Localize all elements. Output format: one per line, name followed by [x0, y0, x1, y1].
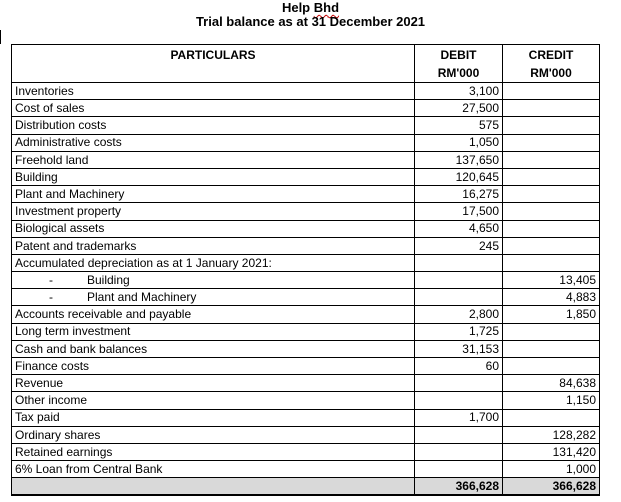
row-particular [12, 203, 415, 220]
row-credit [503, 168, 600, 185]
row-credit [503, 83, 600, 100]
row-particular [12, 409, 415, 426]
row-particular [12, 186, 415, 203]
row-credit [503, 237, 600, 254]
row-credit [503, 409, 600, 426]
row-credit [503, 186, 600, 203]
row-label: Retained earnings [15, 444, 113, 459]
row-credit: 13,405 [503, 272, 600, 289]
row-label: Tax paid [15, 410, 60, 425]
row-debit: 1,725 [415, 323, 503, 340]
table-row [12, 272, 600, 289]
row-debit: 1,050 [415, 134, 503, 151]
header-credit [503, 45, 600, 83]
row-credit [503, 117, 600, 134]
row-label: Investment property [15, 204, 122, 219]
row-debit [415, 461, 503, 478]
row-debit: 60 [415, 358, 503, 375]
table-row [12, 254, 600, 271]
table-row [12, 117, 600, 134]
table-row [12, 426, 600, 443]
row-debit [415, 443, 503, 460]
row-particular [12, 254, 415, 271]
row-particular [12, 117, 415, 134]
table-row [12, 323, 600, 340]
row-label: Inventories [15, 83, 74, 98]
row-credit [503, 220, 600, 237]
row-dash: - [49, 290, 53, 305]
row-label: Distribution costs [15, 118, 107, 133]
row-credit: 1,850 [503, 306, 600, 323]
table-row [12, 306, 600, 323]
table-row [12, 392, 600, 409]
row-label: 6% Loan from Central Bank [15, 461, 163, 476]
header-debit-label: DEBIT [440, 48, 477, 62]
totals-row [12, 478, 600, 495]
table-row [12, 134, 600, 151]
row-dash: - [49, 272, 53, 287]
table-row [12, 151, 600, 168]
row-label: Cost of sales [15, 101, 85, 116]
company-name-part1: Help [281, 0, 314, 15]
row-particular [12, 168, 415, 185]
header-debit [415, 45, 503, 83]
table-row [12, 375, 600, 392]
trial-balance-table [11, 44, 600, 496]
row-label: Building [15, 169, 58, 184]
row-credit [503, 134, 600, 151]
row-label: Other income [15, 393, 88, 408]
table-row [12, 443, 600, 460]
row-particular [12, 83, 415, 100]
total-credit: 366,628 [503, 478, 600, 495]
row-particular [12, 151, 415, 168]
table-row [12, 220, 600, 237]
row-label: Accumulated depreciation as at 1 January 2021: [15, 255, 272, 270]
row-label: Administrative costs [15, 135, 122, 150]
table-row [12, 203, 600, 220]
row-debit: 3,100 [415, 83, 503, 100]
row-particular [12, 461, 415, 478]
company-name-part2: Bhd [313, 0, 340, 15]
row-credit [503, 358, 600, 375]
row-particular [12, 426, 415, 443]
row-credit: 84,638 [503, 375, 600, 392]
row-credit: 1,150 [503, 392, 600, 409]
total-debit: 366,628 [415, 478, 503, 495]
row-debit: 27,500 [415, 100, 503, 117]
row-label: Biological assets [15, 221, 105, 236]
row-particular [12, 443, 415, 460]
row-debit [415, 426, 503, 443]
table-row [12, 237, 600, 254]
row-credit [503, 323, 600, 340]
row-particular [12, 220, 415, 237]
company-name [0, 0, 621, 15]
row-debit: 1,700 [415, 409, 503, 426]
row-debit: 245 [415, 237, 503, 254]
table-row [12, 461, 600, 478]
row-particular [12, 306, 415, 323]
row-label: Ordinary shares [15, 427, 101, 442]
table-row [12, 289, 600, 306]
row-label: Revenue [15, 376, 64, 391]
totals-label-cell [12, 478, 415, 495]
row-debit [415, 254, 503, 271]
margin-marker [0, 30, 1, 44]
row-debit: 17,500 [415, 203, 503, 220]
row-credit [503, 254, 600, 271]
header-debit-unit: RM'000 [437, 66, 480, 80]
row-particular [12, 100, 415, 117]
header-credit-unit: RM'000 [530, 66, 572, 80]
row-particular [12, 272, 415, 289]
table-row [12, 409, 600, 426]
row-credit: 1,000 [503, 461, 600, 478]
row-particular [12, 392, 415, 409]
row-debit [415, 375, 503, 392]
row-particular [12, 323, 415, 340]
row-label: Long term investment [15, 324, 131, 339]
table-row [12, 100, 600, 117]
row-particular [12, 375, 415, 392]
row-debit [415, 272, 503, 289]
statement-title: Trial balance as at 31 December 2021 [195, 14, 426, 29]
row-debit: 4,650 [415, 220, 503, 237]
table-row [12, 168, 600, 185]
row-label: Building [87, 272, 130, 287]
row-label: Cash and bank balances [15, 341, 148, 356]
row-debit [415, 289, 503, 306]
row-label: Finance costs [15, 358, 90, 373]
row-label: Accounts receivable and payable [15, 307, 192, 322]
row-label: Patent and trademarks [15, 238, 137, 253]
header-row [12, 45, 600, 83]
row-label: Plant and Machinery [87, 290, 197, 305]
row-label: Freehold land [15, 152, 89, 167]
row-debit: 31,153 [415, 340, 503, 357]
row-credit: 128,282 [503, 426, 600, 443]
row-debit [415, 392, 503, 409]
header-credit-label: CREDIT [528, 48, 574, 62]
row-particular [12, 340, 415, 357]
row-credit: 131,420 [503, 443, 600, 460]
row-credit [503, 340, 600, 357]
row-debit: 2,800 [415, 306, 503, 323]
row-credit [503, 203, 600, 220]
table-row [12, 186, 600, 203]
row-debit: 120,645 [415, 168, 503, 185]
row-debit: 16,275 [415, 186, 503, 203]
row-particular [12, 289, 415, 306]
table-row [12, 340, 600, 357]
row-particular [12, 237, 415, 254]
row-particular [12, 134, 415, 151]
row-credit [503, 151, 600, 168]
row-debit: 575 [415, 117, 503, 134]
row-particular [12, 358, 415, 375]
row-label: Plant and Machinery [15, 186, 125, 201]
row-credit: 4,883 [503, 289, 600, 306]
row-debit: 137,650 [415, 151, 503, 168]
header-particulars: PARTICULARS [12, 45, 415, 83]
row-credit [503, 100, 600, 117]
table-row [12, 83, 600, 100]
table-row [12, 358, 600, 375]
